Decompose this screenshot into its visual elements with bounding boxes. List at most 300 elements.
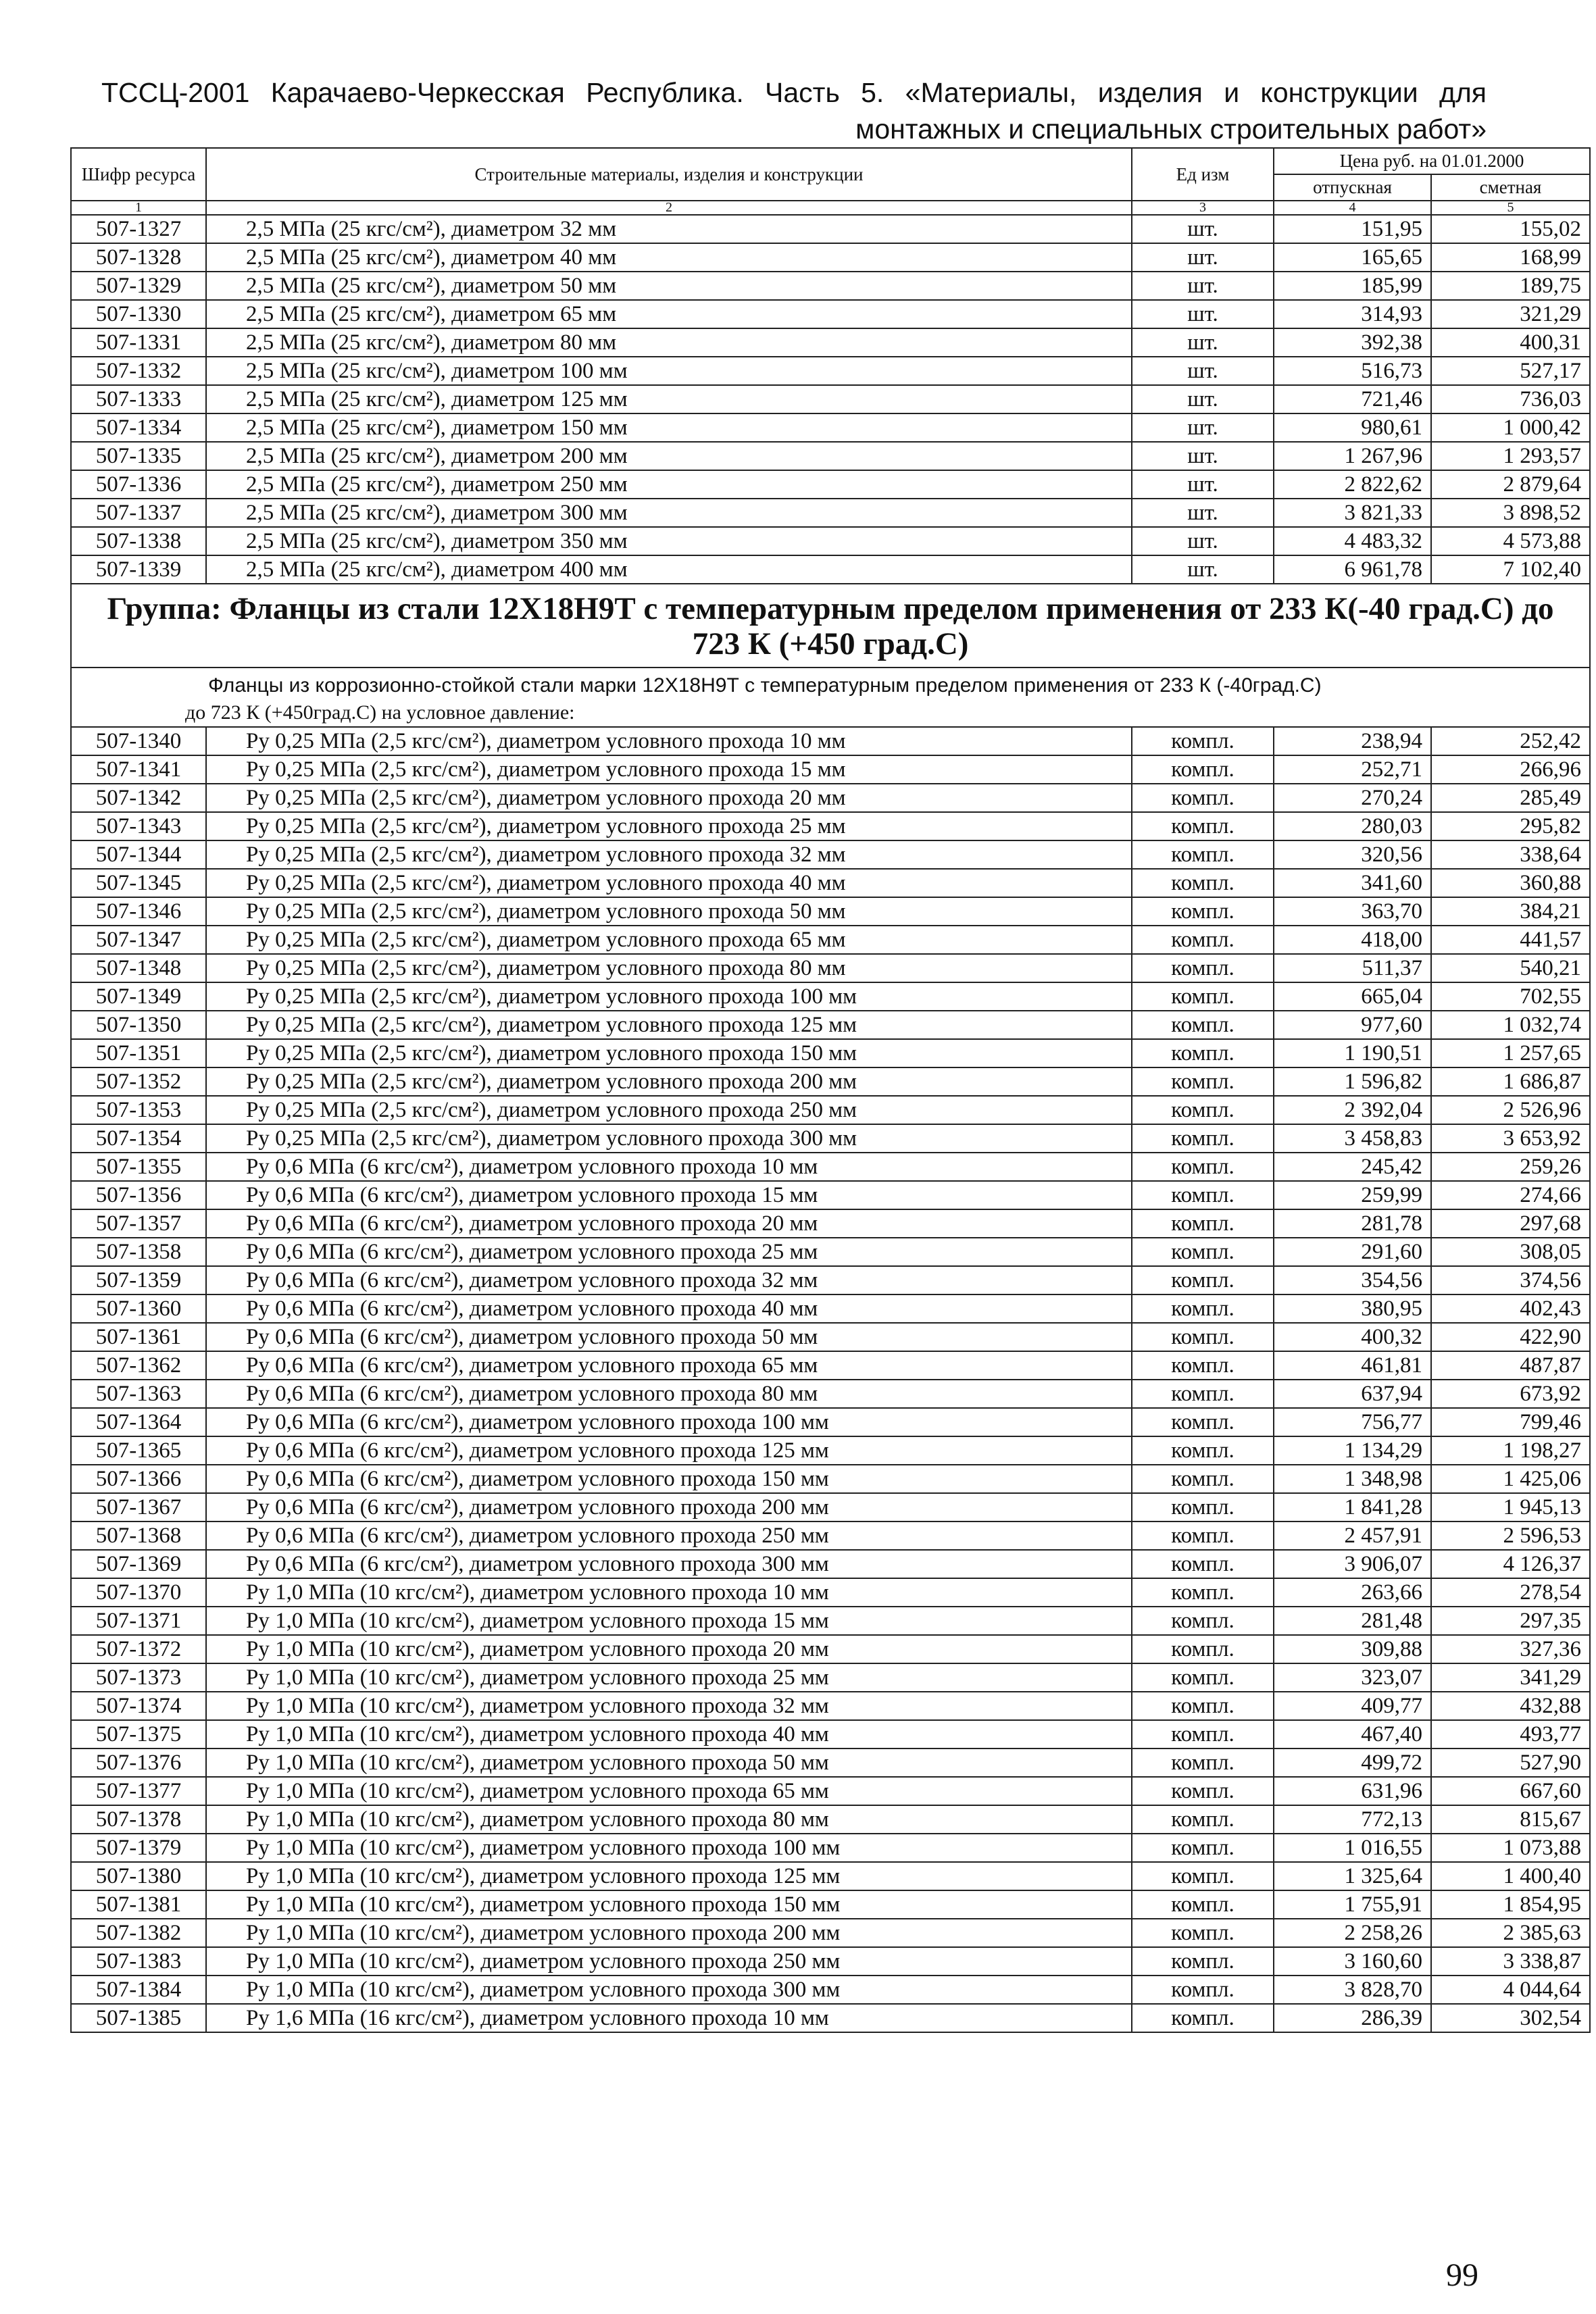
release-price: 511,37 (1274, 954, 1431, 982)
resource-code: 507-1372 (71, 1635, 206, 1663)
material-description: 2,5 МПа (25 кгс/см²), диаметром 400 мм (206, 555, 1132, 584)
table-row (71, 1493, 1590, 1521)
material-description: Ру 1,0 МПа (10 кгс/см²), диаметром условного прохода 40 мм (206, 1720, 1132, 1749)
estimate-price: 736,03 (1431, 385, 1590, 413)
release-price: 238,94 (1274, 727, 1431, 755)
release-price: 185,99 (1274, 272, 1431, 300)
resource-code: 507-1361 (71, 1323, 206, 1351)
resource-code: 507-1378 (71, 1805, 206, 1834)
estimate-price: 3 653,92 (1431, 1124, 1590, 1153)
unit-cell: компл. (1132, 1096, 1274, 1124)
material-description: Ру 1,0 МПа (10 кгс/см²), диаметром условного прохода 300 мм (206, 1976, 1132, 2004)
table-row (71, 1578, 1590, 1607)
material-description: 2,5 МПа (25 кгс/см²), диаметром 32 мм (206, 215, 1132, 243)
resource-code: 507-1337 (71, 499, 206, 527)
release-price: 354,56 (1274, 1266, 1431, 1294)
estimate-price: 2 879,64 (1431, 470, 1590, 499)
release-price: 1 134,29 (1274, 1436, 1431, 1465)
column-index: 5 (1431, 201, 1590, 215)
estimate-price: 540,21 (1431, 954, 1590, 982)
resource-code: 507-1376 (71, 1749, 206, 1777)
table-row (71, 1919, 1590, 1947)
material-description: 2,5 МПа (25 кгс/см²), диаметром 40 мм (206, 243, 1132, 272)
table-row (71, 1635, 1590, 1663)
estimate-price: 487,87 (1431, 1351, 1590, 1380)
resource-code: 507-1349 (71, 982, 206, 1011)
unit-cell: компл. (1132, 982, 1274, 1011)
header-release-price: отпускная (1274, 174, 1431, 201)
unit-cell: компл. (1132, 1351, 1274, 1380)
material-description: Ру 0,25 МПа (2,5 кгс/см²), диаметром условного прохода 25 мм (206, 812, 1132, 840)
material-description: Ру 1,0 МПа (10 кгс/см²), диаметром условного прохода 65 мм (206, 1777, 1132, 1805)
material-description: 2,5 МПа (25 кгс/см²), диаметром 50 мм (206, 272, 1132, 300)
release-price: 418,00 (1274, 926, 1431, 954)
release-price: 151,95 (1274, 215, 1431, 243)
table-row (71, 215, 1590, 243)
estimate-price: 1 073,88 (1431, 1834, 1590, 1862)
table-row (71, 1039, 1590, 1067)
unit-cell: компл. (1132, 1124, 1274, 1153)
release-price: 363,70 (1274, 897, 1431, 926)
unit-cell: шт. (1132, 243, 1274, 272)
unit-cell: компл. (1132, 1380, 1274, 1408)
table-row (71, 413, 1590, 442)
release-price: 6 961,78 (1274, 555, 1431, 584)
release-price: 499,72 (1274, 1749, 1431, 1777)
estimate-price: 422,90 (1431, 1323, 1590, 1351)
unit-cell: компл. (1132, 755, 1274, 784)
table-row (71, 1096, 1590, 1124)
estimate-price: 1 945,13 (1431, 1493, 1590, 1521)
release-price: 323,07 (1274, 1663, 1431, 1692)
material-description: Ру 0,6 МПа (6 кгс/см²), диаметром условного прохода 300 мм (206, 1550, 1132, 1578)
table-row (71, 1436, 1590, 1465)
estimate-price: 189,75 (1431, 272, 1590, 300)
material-description: 2,5 МПа (25 кгс/см²), диаметром 125 мм (206, 385, 1132, 413)
material-description: Ру 0,6 МПа (6 кгс/см²), диаметром условного прохода 32 мм (206, 1266, 1132, 1294)
release-price: 309,88 (1274, 1635, 1431, 1663)
column-index-row (71, 201, 1590, 215)
table-row (71, 1380, 1590, 1408)
resource-code: 507-1344 (71, 840, 206, 869)
table-row (71, 1266, 1590, 1294)
resource-code: 507-1342 (71, 784, 206, 812)
material-description: Ру 0,25 МПа (2,5 кгс/см²), диаметром условного прохода 15 мм (206, 755, 1132, 784)
estimate-price: 295,82 (1431, 812, 1590, 840)
unit-cell: компл. (1132, 1550, 1274, 1578)
estimate-price: 2 385,63 (1431, 1919, 1590, 1947)
table-row (71, 1294, 1590, 1323)
unit-cell: компл. (1132, 1890, 1274, 1919)
resource-code: 507-1357 (71, 1209, 206, 1238)
resource-code: 507-1377 (71, 1777, 206, 1805)
unit-cell: компл. (1132, 812, 1274, 840)
group-description (71, 668, 1590, 727)
column-index: 4 (1274, 201, 1431, 215)
material-description: Ру 0,6 МПа (6 кгс/см²), диаметром условного прохода 200 мм (206, 1493, 1132, 1521)
unit-cell: шт. (1132, 385, 1274, 413)
release-price: 3 160,60 (1274, 1947, 1431, 1976)
estimate-price: 815,67 (1431, 1805, 1590, 1834)
unit-cell: компл. (1132, 840, 1274, 869)
table-body-flanges (71, 727, 1590, 2032)
release-price: 3 828,70 (1274, 1976, 1431, 2004)
resource-code: 507-1336 (71, 470, 206, 499)
unit-cell: компл. (1132, 1521, 1274, 1550)
unit-cell: компл. (1132, 1294, 1274, 1323)
estimate-price: 441,57 (1431, 926, 1590, 954)
material-description: Ру 0,6 МПа (6 кгс/см²), диаметром условного прохода 40 мм (206, 1294, 1132, 1323)
release-price: 1 016,55 (1274, 1834, 1431, 1862)
resource-code: 507-1353 (71, 1096, 206, 1124)
page-title: ТССЦ-2001 Карачаево-Черкесская Республика. Часть 5. «Материалы, изделия и конструкции для монтажных и специальных строительных работ» (101, 77, 1487, 145)
table-row (71, 1209, 1590, 1238)
estimate-price: 3 898,52 (1431, 499, 1590, 527)
release-price: 2 258,26 (1274, 1919, 1431, 1947)
resource-code: 507-1379 (71, 1834, 206, 1862)
resource-code: 507-1335 (71, 442, 206, 470)
unit-cell: компл. (1132, 1266, 1274, 1294)
resource-code: 507-1369 (71, 1550, 206, 1578)
material-description: 2,5 МПа (25 кгс/см²), диаметром 350 мм (206, 527, 1132, 555)
unit-cell: компл. (1132, 897, 1274, 926)
table-row (71, 1067, 1590, 1096)
unit-cell: компл. (1132, 1011, 1274, 1039)
material-description: Ру 0,6 МПа (6 кгс/см²), диаметром условного прохода 15 мм (206, 1181, 1132, 1209)
resource-code: 507-1374 (71, 1692, 206, 1720)
release-price: 400,32 (1274, 1323, 1431, 1351)
estimate-price: 4 573,88 (1431, 527, 1590, 555)
unit-cell: компл. (1132, 1209, 1274, 1238)
resource-code: 507-1385 (71, 2004, 206, 2032)
estimate-price: 259,26 (1431, 1153, 1590, 1181)
material-description: Ру 1,0 МПа (10 кгс/см²), диаметром условного прохода 32 мм (206, 1692, 1132, 1720)
table-row (71, 1124, 1590, 1153)
release-price: 280,03 (1274, 812, 1431, 840)
estimate-price: 432,88 (1431, 1692, 1590, 1720)
unit-cell: шт. (1132, 442, 1274, 470)
material-description: Ру 0,25 МПа (2,5 кгс/см²), диаметром условного прохода 80 мм (206, 954, 1132, 982)
estimate-price: 493,77 (1431, 1720, 1590, 1749)
unit-cell: компл. (1132, 1323, 1274, 1351)
release-price: 392,38 (1274, 328, 1431, 357)
resource-code: 507-1354 (71, 1124, 206, 1153)
material-description: Ру 0,6 МПа (6 кгс/см²), диаметром условного прохода 100 мм (206, 1408, 1132, 1436)
release-price: 1 190,51 (1274, 1039, 1431, 1067)
table-row (71, 1011, 1590, 1039)
release-price: 252,71 (1274, 755, 1431, 784)
release-price: 291,60 (1274, 1238, 1431, 1266)
release-price: 756,77 (1274, 1408, 1431, 1436)
release-price: 245,42 (1274, 1153, 1431, 1181)
table-row (71, 897, 1590, 926)
estimate-price: 527,90 (1431, 1749, 1590, 1777)
table-row (71, 1720, 1590, 1749)
resource-code: 507-1383 (71, 1947, 206, 1976)
table-body-pipes (71, 215, 1590, 584)
table-row (71, 1834, 1590, 1862)
material-description: Ру 0,25 МПа (2,5 кгс/см²), диаметром условного прохода 150 мм (206, 1039, 1132, 1067)
unit-cell: компл. (1132, 1493, 1274, 1521)
table-row (71, 926, 1590, 954)
material-description: Ру 0,6 МПа (6 кгс/см²), диаметром условного прохода 50 мм (206, 1323, 1132, 1351)
release-price: 270,24 (1274, 784, 1431, 812)
unit-cell: компл. (1132, 1238, 1274, 1266)
resource-code: 507-1384 (71, 1976, 206, 2004)
release-price: 2 822,62 (1274, 470, 1431, 499)
estimate-price: 1 400,40 (1431, 1862, 1590, 1890)
resource-code: 507-1340 (71, 727, 206, 755)
material-description: Ру 1,0 МПа (10 кгс/см²), диаметром условного прохода 10 мм (206, 1578, 1132, 1607)
resource-code: 507-1373 (71, 1663, 206, 1692)
estimate-price: 1 257,65 (1431, 1039, 1590, 1067)
resource-code: 507-1360 (71, 1294, 206, 1323)
unit-cell: компл. (1132, 1408, 1274, 1436)
price-table (70, 147, 1591, 2033)
material-description: Ру 0,25 МПа (2,5 кгс/см²), диаметром условного прохода 250 мм (206, 1096, 1132, 1124)
estimate-price: 400,31 (1431, 328, 1590, 357)
estimate-price: 338,64 (1431, 840, 1590, 869)
resource-code: 507-1331 (71, 328, 206, 357)
table-row (71, 727, 1590, 755)
header-name: Строительные материалы, изделия и конструкции (206, 148, 1132, 201)
resource-code: 507-1366 (71, 1465, 206, 1493)
release-price: 380,95 (1274, 1294, 1431, 1323)
resource-code: 507-1346 (71, 897, 206, 926)
unit-cell: компл. (1132, 1153, 1274, 1181)
table-row (71, 812, 1590, 840)
material-description: 2,5 МПа (25 кгс/см²), диаметром 65 мм (206, 300, 1132, 328)
resource-code: 507-1355 (71, 1153, 206, 1181)
group-description-line: Фланцы из коррозионно-стойкой стали марки 12Х18Н9Т с температурным пределом применения от 233 К (-40град.С) (208, 674, 1322, 697)
material-description: 2,5 МПа (25 кгс/см²), диаметром 300 мм (206, 499, 1132, 527)
release-price: 263,66 (1274, 1578, 1431, 1607)
table-row (71, 328, 1590, 357)
material-description: Ру 1,6 МПа (16 кгс/см²), диаметром условного прохода 10 мм (206, 2004, 1132, 2032)
material-description: Ру 0,25 МПа (2,5 кгс/см²), диаметром условного прохода 300 мм (206, 1124, 1132, 1153)
table-row (71, 2004, 1590, 2032)
resource-code: 507-1359 (71, 1266, 206, 1294)
table-row (71, 385, 1590, 413)
table-row (71, 1805, 1590, 1834)
unit-cell: компл. (1132, 1039, 1274, 1067)
estimate-price: 278,54 (1431, 1578, 1590, 1607)
unit-cell: компл. (1132, 1720, 1274, 1749)
material-description: Ру 0,25 МПа (2,5 кгс/см²), диаметром условного прохода 40 мм (206, 869, 1132, 897)
material-description: Ру 0,25 МПа (2,5 кгс/см²), диаметром условного прохода 200 мм (206, 1067, 1132, 1096)
material-description: Ру 0,6 МПа (6 кгс/см²), диаметром условного прохода 25 мм (206, 1238, 1132, 1266)
material-description: Ру 0,25 МПа (2,5 кгс/см²), диаметром условного прохода 32 мм (206, 840, 1132, 869)
unit-cell: компл. (1132, 1749, 1274, 1777)
table-row (71, 840, 1590, 869)
resource-code: 507-1343 (71, 812, 206, 840)
table-row (71, 755, 1590, 784)
estimate-price: 799,46 (1431, 1408, 1590, 1436)
resource-code: 507-1380 (71, 1862, 206, 1890)
release-price: 980,61 (1274, 413, 1431, 442)
resource-code: 507-1333 (71, 385, 206, 413)
unit-cell: компл. (1132, 1578, 1274, 1607)
unit-cell: шт. (1132, 555, 1274, 584)
estimate-price: 341,29 (1431, 1663, 1590, 1692)
release-price: 3 458,83 (1274, 1124, 1431, 1153)
release-price: 1 348,98 (1274, 1465, 1431, 1493)
estimate-price: 266,96 (1431, 755, 1590, 784)
unit-cell: шт. (1132, 300, 1274, 328)
estimate-price: 384,21 (1431, 897, 1590, 926)
release-price: 409,77 (1274, 1692, 1431, 1720)
table-row (71, 1947, 1590, 1976)
unit-cell: компл. (1132, 869, 1274, 897)
release-price: 2 457,91 (1274, 1521, 1431, 1550)
table-row (71, 300, 1590, 328)
group-title: Группа: Фланцы из стали 12Х18Н9Т с температурным пределом применения от 233 К(-40 град.С) до 723 К (+450 град.С) (71, 584, 1590, 668)
estimate-price: 4 044,64 (1431, 1976, 1590, 2004)
unit-cell: шт. (1132, 272, 1274, 300)
table-row (71, 1323, 1590, 1351)
unit-cell: компл. (1132, 1465, 1274, 1493)
resource-code: 507-1332 (71, 357, 206, 385)
estimate-price: 1 032,74 (1431, 1011, 1590, 1039)
estimate-price: 673,92 (1431, 1380, 1590, 1408)
material-description: Ру 0,25 МПа (2,5 кгс/см²), диаметром условного прохода 65 мм (206, 926, 1132, 954)
resource-code: 507-1356 (71, 1181, 206, 1209)
estimate-price: 321,29 (1431, 300, 1590, 328)
unit-cell: компл. (1132, 727, 1274, 755)
table-row (71, 954, 1590, 982)
release-price: 314,93 (1274, 300, 1431, 328)
material-description: Ру 1,0 МПа (10 кгс/см²), диаметром условного прохода 125 мм (206, 1862, 1132, 1890)
estimate-price: 702,55 (1431, 982, 1590, 1011)
table-row (71, 1521, 1590, 1550)
table-row (71, 1607, 1590, 1635)
table-row (71, 442, 1590, 470)
resource-code: 507-1351 (71, 1039, 206, 1067)
release-price: 341,60 (1274, 869, 1431, 897)
unit-cell: компл. (1132, 1067, 1274, 1096)
unit-cell: компл. (1132, 1777, 1274, 1805)
resource-code: 507-1362 (71, 1351, 206, 1380)
release-price: 165,65 (1274, 243, 1431, 272)
release-price: 637,94 (1274, 1380, 1431, 1408)
resource-code: 507-1365 (71, 1436, 206, 1465)
resource-code: 507-1347 (71, 926, 206, 954)
estimate-price: 297,68 (1431, 1209, 1590, 1238)
material-description: Ру 0,25 МПа (2,5 кгс/см²), диаметром условного прохода 100 мм (206, 982, 1132, 1011)
estimate-price: 4 126,37 (1431, 1550, 1590, 1578)
estimate-price: 297,35 (1431, 1607, 1590, 1635)
material-description: Ру 0,25 МПа (2,5 кгс/см²), диаметром условного прохода 50 мм (206, 897, 1132, 926)
unit-cell: шт. (1132, 328, 1274, 357)
resource-code: 507-1330 (71, 300, 206, 328)
table-row (71, 784, 1590, 812)
estimate-price: 1 854,95 (1431, 1890, 1590, 1919)
release-price: 721,46 (1274, 385, 1431, 413)
table-row (71, 499, 1590, 527)
resource-code: 507-1381 (71, 1890, 206, 1919)
material-description: 2,5 МПа (25 кгс/см²), диаметром 100 мм (206, 357, 1132, 385)
estimate-price: 155,02 (1431, 215, 1590, 243)
resource-code: 507-1364 (71, 1408, 206, 1436)
estimate-price: 327,36 (1431, 1635, 1590, 1663)
unit-cell: шт. (1132, 357, 1274, 385)
release-price: 665,04 (1274, 982, 1431, 1011)
header-estimate-price: сметная (1431, 174, 1590, 201)
unit-cell: компл. (1132, 1663, 1274, 1692)
resource-code: 507-1334 (71, 413, 206, 442)
table-row (71, 1862, 1590, 1890)
group-description-line: до 723 К (+450град.С) на условное давление: (185, 701, 575, 724)
table-row (71, 1465, 1590, 1493)
material-description: Ру 1,0 МПа (10 кгс/см²), диаметром условного прохода 200 мм (206, 1919, 1132, 1947)
table-row (71, 243, 1590, 272)
unit-cell: компл. (1132, 2004, 1274, 2032)
resource-code: 507-1368 (71, 1521, 206, 1550)
estimate-price: 7 102,40 (1431, 555, 1590, 584)
table-row (71, 1890, 1590, 1919)
table-row (71, 527, 1590, 555)
material-description: Ру 0,6 МПа (6 кгс/см²), диаметром условного прохода 250 мм (206, 1521, 1132, 1550)
table-row (71, 357, 1590, 385)
unit-cell: компл. (1132, 1947, 1274, 1976)
release-price: 467,40 (1274, 1720, 1431, 1749)
table-row (71, 1351, 1590, 1380)
estimate-price: 1 425,06 (1431, 1465, 1590, 1493)
resource-code: 507-1370 (71, 1578, 206, 1607)
resource-code: 507-1338 (71, 527, 206, 555)
estimate-price: 360,88 (1431, 869, 1590, 897)
resource-code: 507-1367 (71, 1493, 206, 1521)
release-price: 1 755,91 (1274, 1890, 1431, 1919)
material-description: 2,5 МПа (25 кгс/см²), диаметром 80 мм (206, 328, 1132, 357)
release-price: 3 821,33 (1274, 499, 1431, 527)
table-row (71, 1238, 1590, 1266)
release-price: 320,56 (1274, 840, 1431, 869)
material-description: 2,5 МПа (25 кгс/см²), диаметром 250 мм (206, 470, 1132, 499)
material-description: Ру 0,6 МПа (6 кгс/см²), диаметром условного прохода 80 мм (206, 1380, 1132, 1408)
page-number: 99 (1446, 2257, 1478, 2293)
material-description: Ру 1,0 МПа (10 кгс/см²), диаметром условного прохода 25 мм (206, 1663, 1132, 1692)
table-row (71, 1749, 1590, 1777)
release-price: 631,96 (1274, 1777, 1431, 1805)
material-description: Ру 1,0 МПа (10 кгс/см²), диаметром условного прохода 20 мм (206, 1635, 1132, 1663)
unit-cell: компл. (1132, 1692, 1274, 1720)
release-price: 259,99 (1274, 1181, 1431, 1209)
table-row (71, 1976, 1590, 2004)
header-code: Шифр ресурса (71, 148, 206, 201)
unit-cell: компл. (1132, 1436, 1274, 1465)
resource-code: 507-1327 (71, 215, 206, 243)
estimate-price: 302,54 (1431, 2004, 1590, 2032)
material-description: Ру 0,6 МПа (6 кгс/см²), диаметром условного прохода 125 мм (206, 1436, 1132, 1465)
release-price: 2 392,04 (1274, 1096, 1431, 1124)
material-description: Ру 1,0 МПа (10 кгс/см²), диаметром условного прохода 15 мм (206, 1607, 1132, 1635)
estimate-price: 168,99 (1431, 243, 1590, 272)
estimate-price: 1 198,27 (1431, 1436, 1590, 1465)
resource-code: 507-1339 (71, 555, 206, 584)
estimate-price: 527,17 (1431, 357, 1590, 385)
estimate-price: 285,49 (1431, 784, 1590, 812)
release-price: 1 841,28 (1274, 1493, 1431, 1521)
material-description: Ру 1,0 МПа (10 кгс/см²), диаметром условного прохода 250 мм (206, 1947, 1132, 1976)
unit-cell: компл. (1132, 1805, 1274, 1834)
resource-code: 507-1358 (71, 1238, 206, 1266)
column-index: 1 (71, 201, 206, 215)
release-price: 1 267,96 (1274, 442, 1431, 470)
column-index: 3 (1132, 201, 1274, 215)
resource-code: 507-1350 (71, 1011, 206, 1039)
estimate-price: 274,66 (1431, 1181, 1590, 1209)
